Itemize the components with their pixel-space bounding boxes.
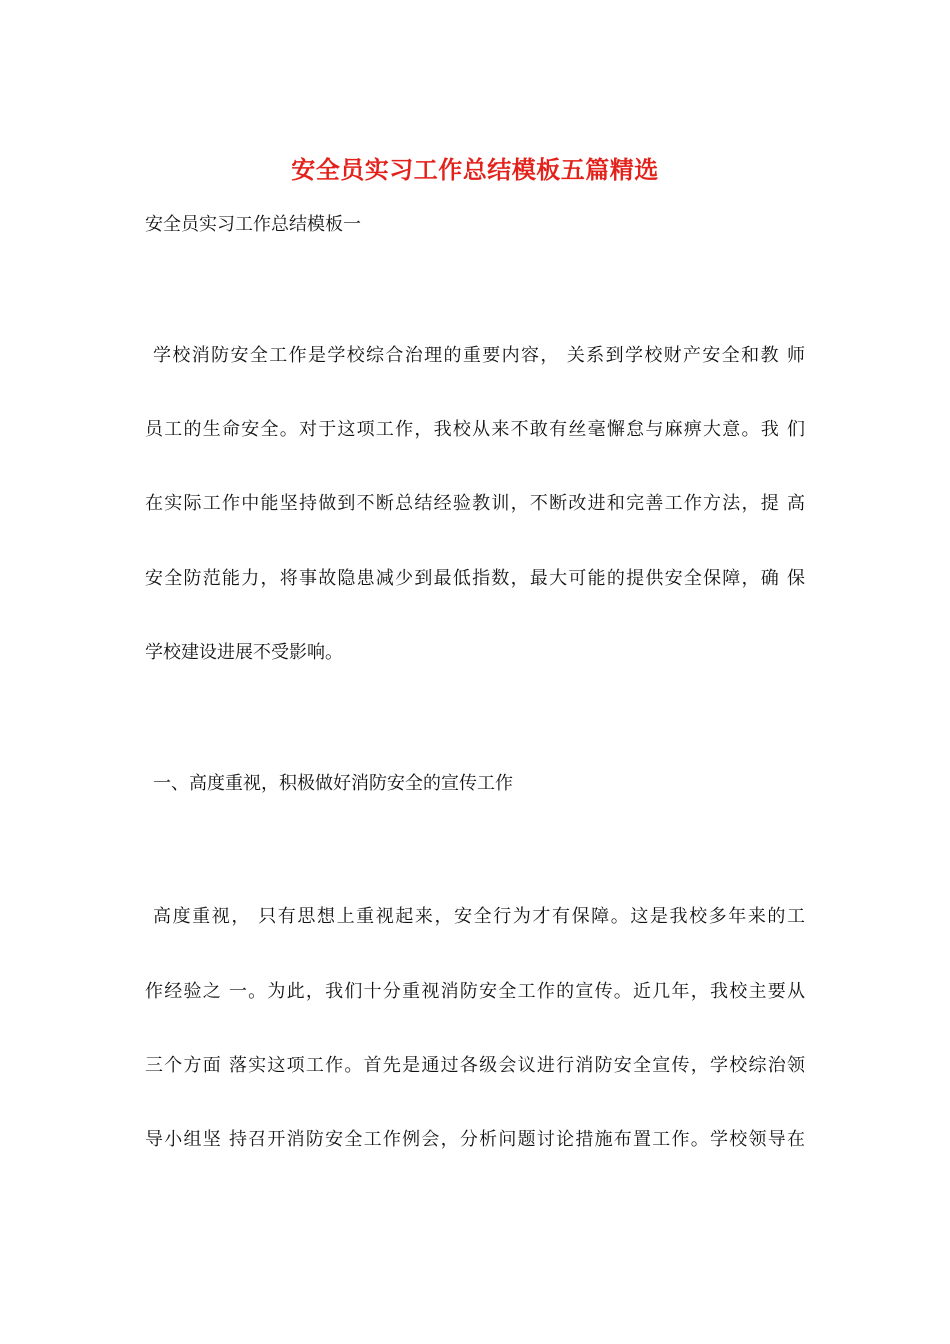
paragraph1-line-4: 安全防范能力，将事故隐患减少到最低指数，最大可能的提供安全保障，确 保 [145, 568, 805, 589]
paragraph2-line-3: 三个方面 落实这项工作。首先是通过各级会议进行消防安全宣传，学校综治领 [145, 1055, 805, 1076]
subtitle: 安全员实习工作总结模板一 [145, 214, 361, 235]
paragraph2-line-4: 导小组坚 持召开消防安全工作例会，分析问题讨论措施布置工作。学校领导在 [145, 1129, 805, 1150]
section-heading-1: 一、高度重视，积极做好消防安全的宣传工作 [153, 773, 513, 794]
paragraph1-line-5: 学校建设进展不受影响。 [145, 642, 343, 663]
paragraph2-line-2: 作经验之 一。为此，我们十分重视消防安全工作的宣传。近几年，我校主要从 [145, 981, 805, 1002]
paragraph1-line-1: 学校消防安全工作是学校综合治理的重要内容， 关系到学校财产安全和教 师 [153, 345, 805, 366]
paragraph1-line-3: 在实际工作中能坚持做到不断总结经验教训，不断改进和完善工作方法，提 高 [145, 493, 805, 514]
paragraph2-line-1: 高度重视， 只有思想上重视起来，安全行为才有保障。这是我校多年来的工 [153, 906, 805, 927]
paragraph1-line-2: 员工的生命安全。对于这项工作，我校从来不敢有丝毫懈怠与麻痹大意。我 们 [145, 419, 805, 440]
document-title: 安全员实习工作总结模板五篇精选 [291, 155, 659, 184]
